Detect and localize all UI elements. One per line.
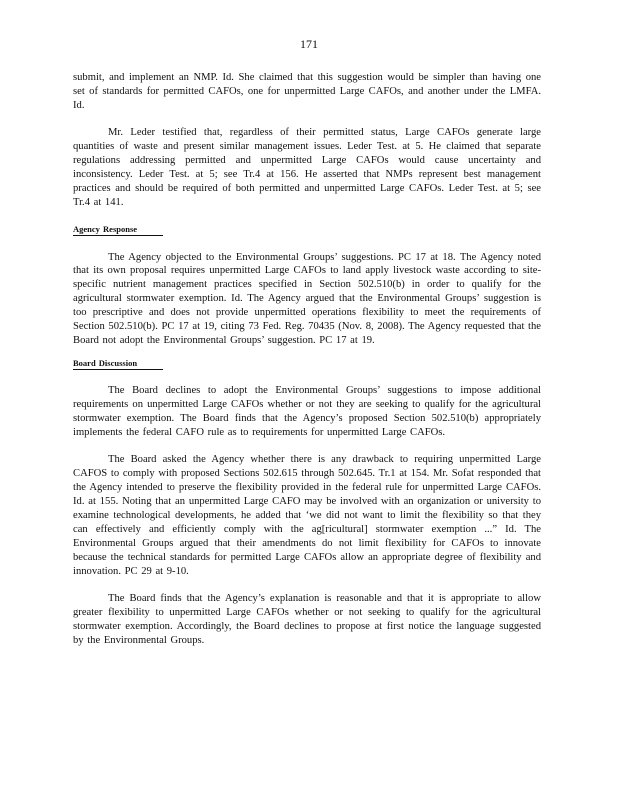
heading-agency-response: Agency Response (73, 224, 163, 236)
document-body (73, 71, 541, 648)
section-heading-board (73, 357, 541, 371)
paragraph-agency-response: The Agency objected to the Environmental Groups’ suggestions. PC 17 at 18. The Agency noted that its own proposal requires unpermitted Large CAFOs to land apply livestock waste according to site-specific nutrient management practices specified in Section 502.510(b) in order to qualify for the agricultural stormwater exemption. Id. The Agency argued that the Environmental Groups’ suggestion is too prescriptive and does not provide unpermitted operations flexibility to meet the requirements of Section 502.510(b). PC 17 at 19, citing 73 Fed. Reg. 70435 (Nov. 8, 2008). The Agency requested that the Board not adopt the Environmental Groups’ suggestion. PC 17 at 19. (73, 251, 541, 346)
section-heading-agency (73, 223, 541, 237)
paragraph-continuation: submit, and implement an NMP. Id. She claimed that this suggestion would be simpler than having one set of standards for permitted CAFOs, one for unpermitted Large CAFOs, and another under the LMFA. Id. (73, 72, 541, 111)
heading-board-discussion: Board Discussion (73, 358, 163, 370)
paragraph-board-declines: The Board declines to adopt the Environmental Groups’ suggestions to impose additional requirements on unpermitted Large CAFOs whether or not they are seeking to qualify for the agricultural stormwater exemption. The Board finds that the Agency’s proposed Section 502.510(b) appropriately implements the federal CAFO rule as to requirements for unpermitted Large CAFOs. (73, 385, 541, 439)
paragraph-leder-testimony: Mr. Leder testified that, regardless of their permitted status, Large CAFOs generate large quantities of waste and present similar management issues. Leder Test. at 5. He claimed that separate regulations addressing permitted and unpermitted Large CAFOs would cause uncertainty and inconsistency. Leder Test. at 5; see Tr.4 at 156. He asserted that NMPs represent best management practices and should be required of both permitted and unpermitted Large CAFOs. Leder Test. at 5; see Tr.4 at 141. (73, 127, 541, 208)
paragraph-board-asked: The Board asked the Agency whether there is any drawback to requiring unpermitted Large CAFOS to comply with proposed Sections 502.615 through 502.645. Tr.1 at 154. Mr. Sofat responded that the Agency intended to preserve the flexibility provided in the federal rule for unpermitted Large CAFOs. Id. at 155. Noting that an unpermitted Large CAFO may be involved with an organization or university to examine technological developments, he added that ‘we did not want to limit the flexibility so that they can effectively and efficiently comply with the ag[ricultural] stormwater exemption ...” Id. The Environmental Groups argued that their amendments do not limit flexibility for CAFOs to innovate because the technical standards for permitted Large CAFOs allow an appropriate degree of flexibility and innovation. PC 29 at 9-10. (73, 454, 541, 577)
paragraph-board-finds: The Board finds that the Agency’s explanation is reasonable and that it is appropriate to allow greater flexibility to unpermitted Large CAFOs whether or not seeking to qualify for the agricultural stormwater exemption. Accordingly, the Board declines to propose at first notice the language suggested by the Environmental Groups. (73, 593, 541, 646)
page-number: 171 (300, 37, 318, 51)
